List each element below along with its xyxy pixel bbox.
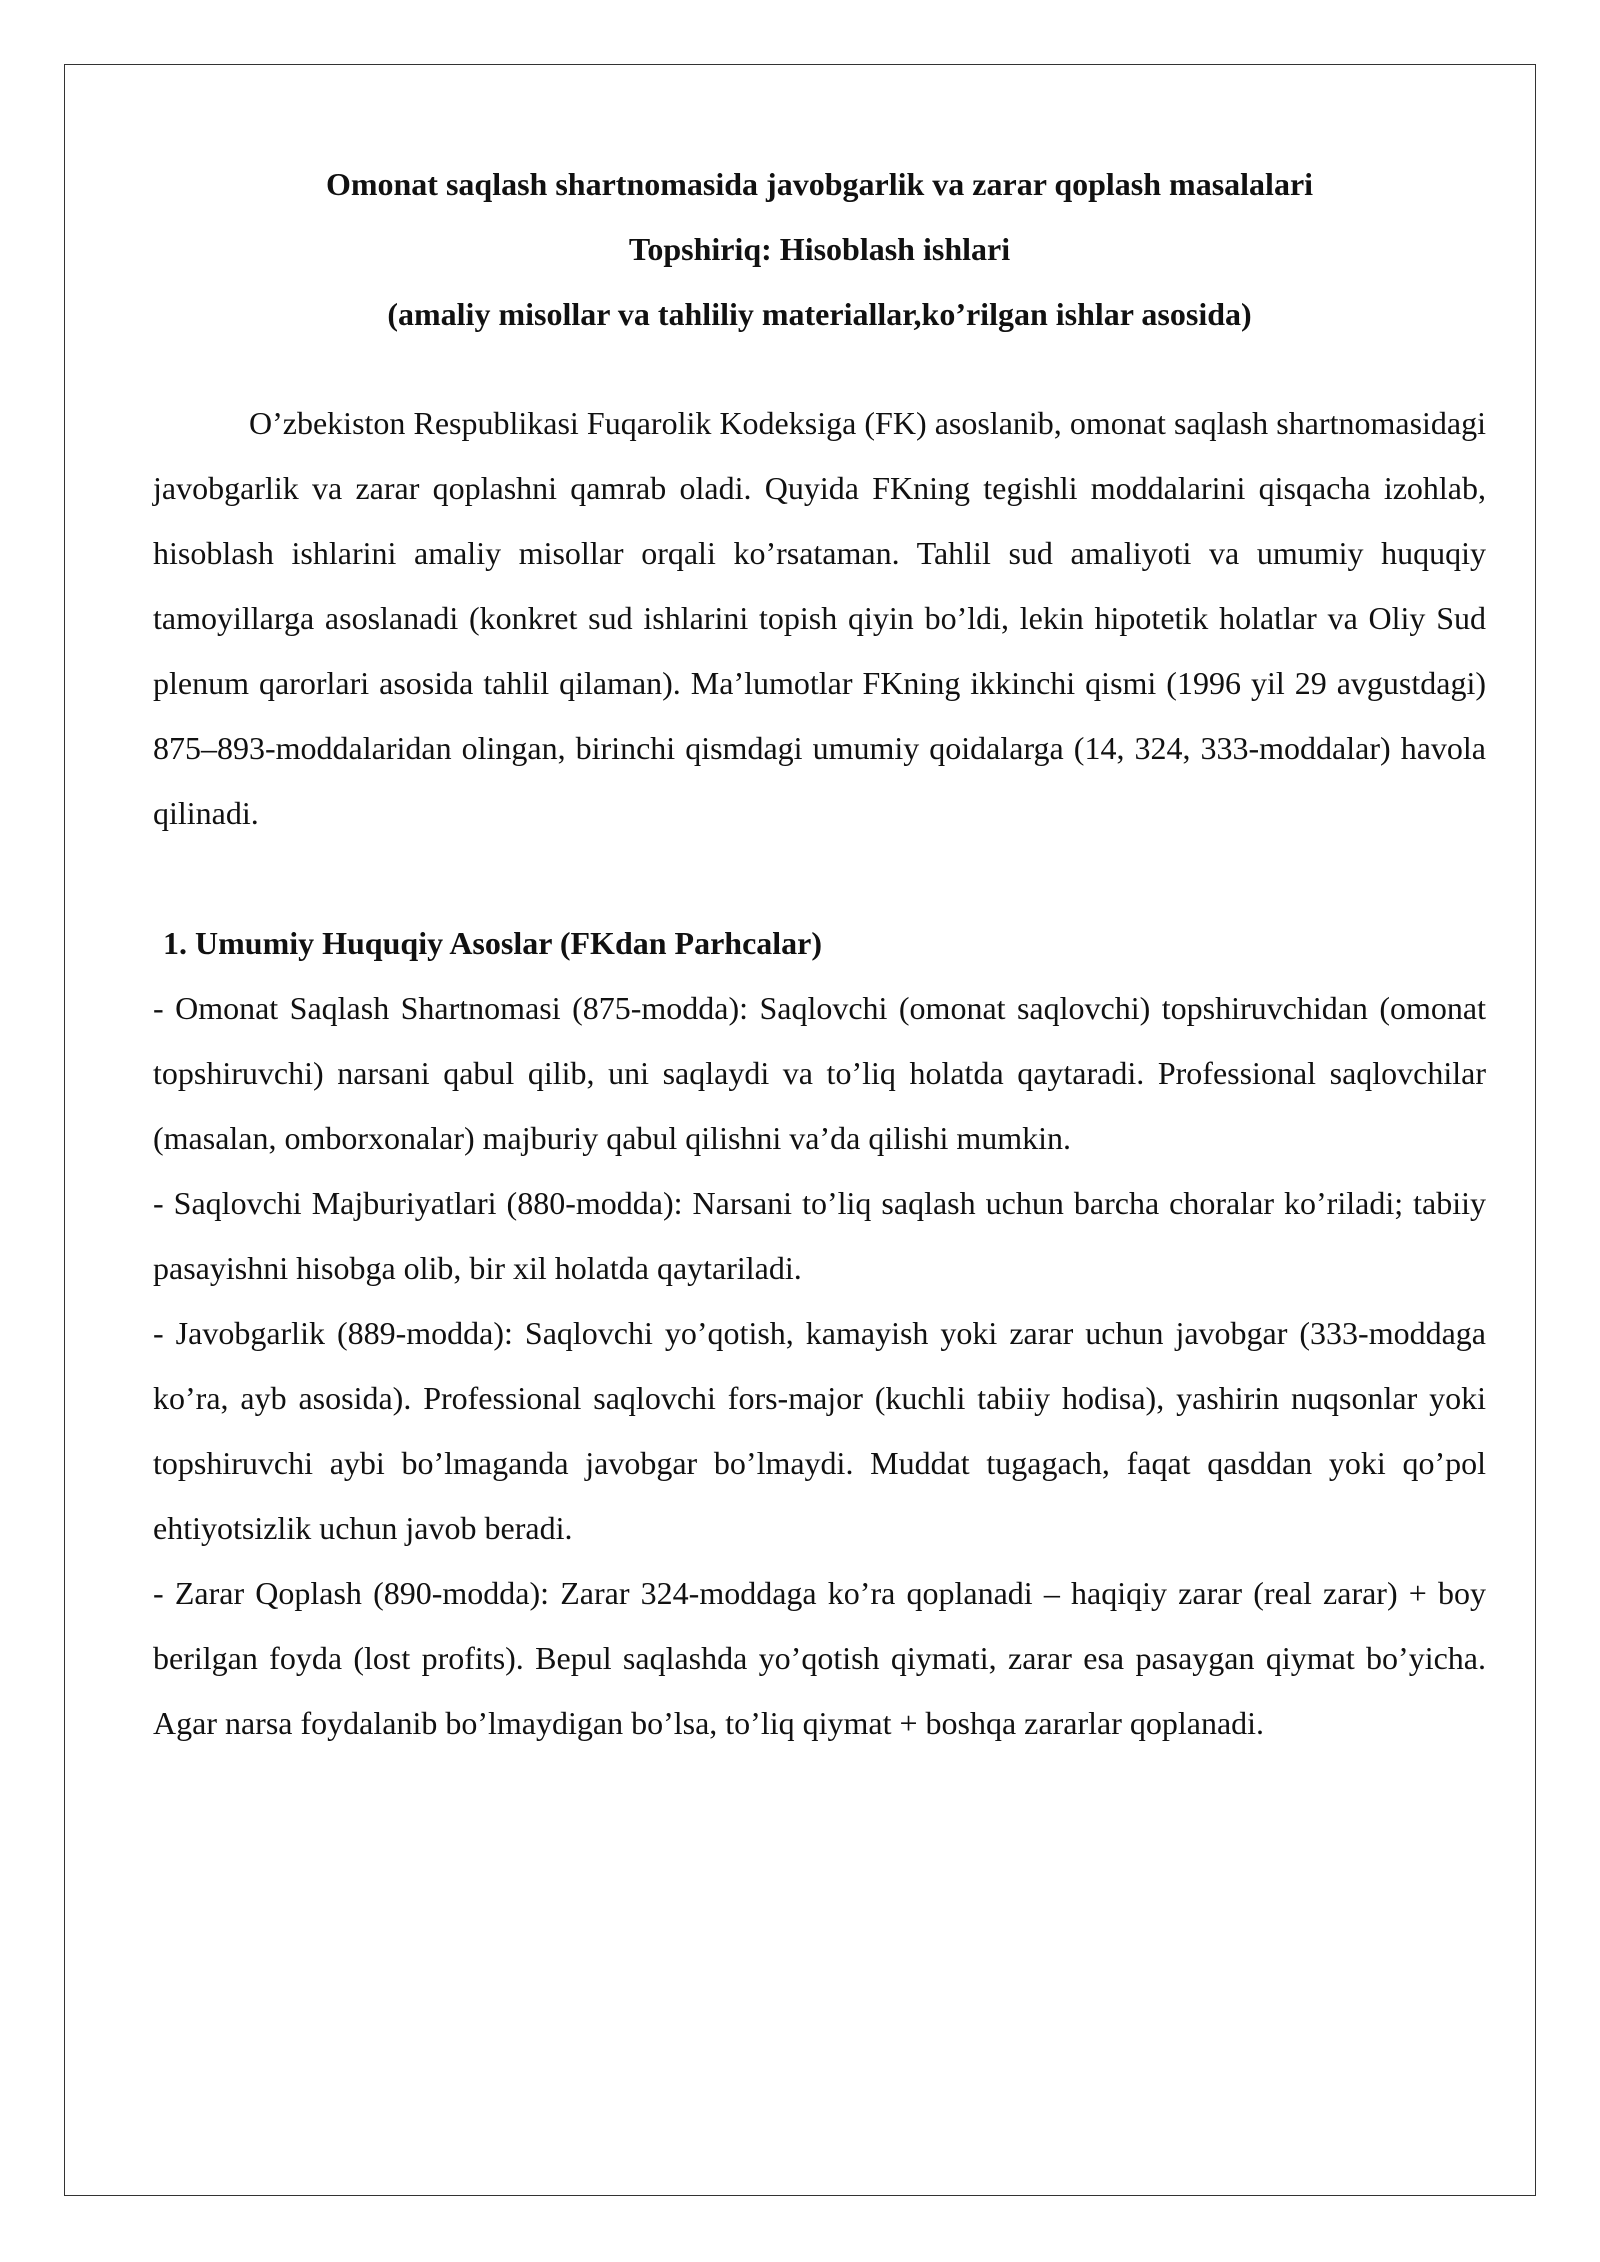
section-item-890: - Zarar Qoplash (890-modda): Zarar 324-moddaga ko’ra qoplanadi – haqiqiy zarar (real zarar) + boy berilgan foyda (lost profits). Bepul saqlashda yo’qotish qiymati, zarar esa pasaygan qiymat bo’yicha. Agar narsa foydalanib bo’lmaydigan bo’lsa, to’liq qiymat + boshqa zararlar qoplanadi.: [153, 1575, 1486, 1741]
section-heading: 1. Umumiy Huquqiy Asoslar (FKdan Parhcalar): [163, 925, 823, 961]
section-items: [153, 976, 1486, 1756]
title-line-3: (amaliy misollar va tahliliy materiallar,ko’rilgan ishlar asosida): [387, 296, 1252, 332]
document-title: [153, 152, 1486, 347]
title-line-1: Omonat saqlash shartnomasida javobgarlik va zarar qoplash masalalari: [325, 166, 1314, 202]
section-item-875: - Omonat Saqlash Shartnomasi (875-modda): Saqlovchi (omonat saqlovchi) topshiruvchidan (omonat topshiruvchi) narsani qabul qilib, uni saqlaydi va to’liq holatda qaytaradi. Professional saqlovchilar (masalan, omborxonalar) majburiy qabul qilishni va’da qilishi mumkin.: [153, 990, 1486, 1156]
section-item-880: - Saqlovchi Majburiyatlari (880-modda): Narsani to’liq saqlash uchun barcha choralar ko’riladi; tabiiy pasayishni hisobga olib, bir xil holatda qaytariladi.: [153, 1185, 1486, 1286]
intro-paragraph: O’zbekiston Respublikasi Fuqarolik Kodeksiga (FK) asoslanib, omonat saqlash shartnomasidagi javobgarlik va zarar qoplashni qamrab oladi. Quyida FKning tegishli moddalarini qisqacha izohlab, hisoblash ishlarini amaliy misollar orqali ko’rsataman. Tahlil sud amaliyoti va umumiy huquqiy tamoyillarga asoslanadi (konkret sud ishlarini topish qiyin bo’ldi, lekin hipotetik holatlar va Oliy Sud plenum qarorlari asosida tahlil qilaman). Ma’lumotlar FKning ikkinchi qismi (1996 yil 29 avgustdagi) 875–893-moddalaridan olingan, birinchi qismdagi umumiy qoidalarga (14, 324, 333-moddalar) havola qilinadi.: [153, 405, 1486, 831]
section-item-889: - Javobgarlik (889-modda): Saqlovchi yo’qotish, kamayish yoki zarar uchun javobgar (333-moddaga ko’ra, ayb asosida). Professional saqlovchi fors-major (kuchli tabiiy hodisa), yashirin nuqsonlar yoki topshiruvchi aybi bo’lmaganda javobgar bo’lmaydi. Muddat tugagach, faqat qasddan yoki qo’pol ehtiyotsizlik uchun javob beradi.: [153, 1315, 1486, 1546]
title-line-2: Topshiriq: Hisoblash ishlari: [628, 231, 1011, 267]
document-body: [153, 152, 1486, 1756]
